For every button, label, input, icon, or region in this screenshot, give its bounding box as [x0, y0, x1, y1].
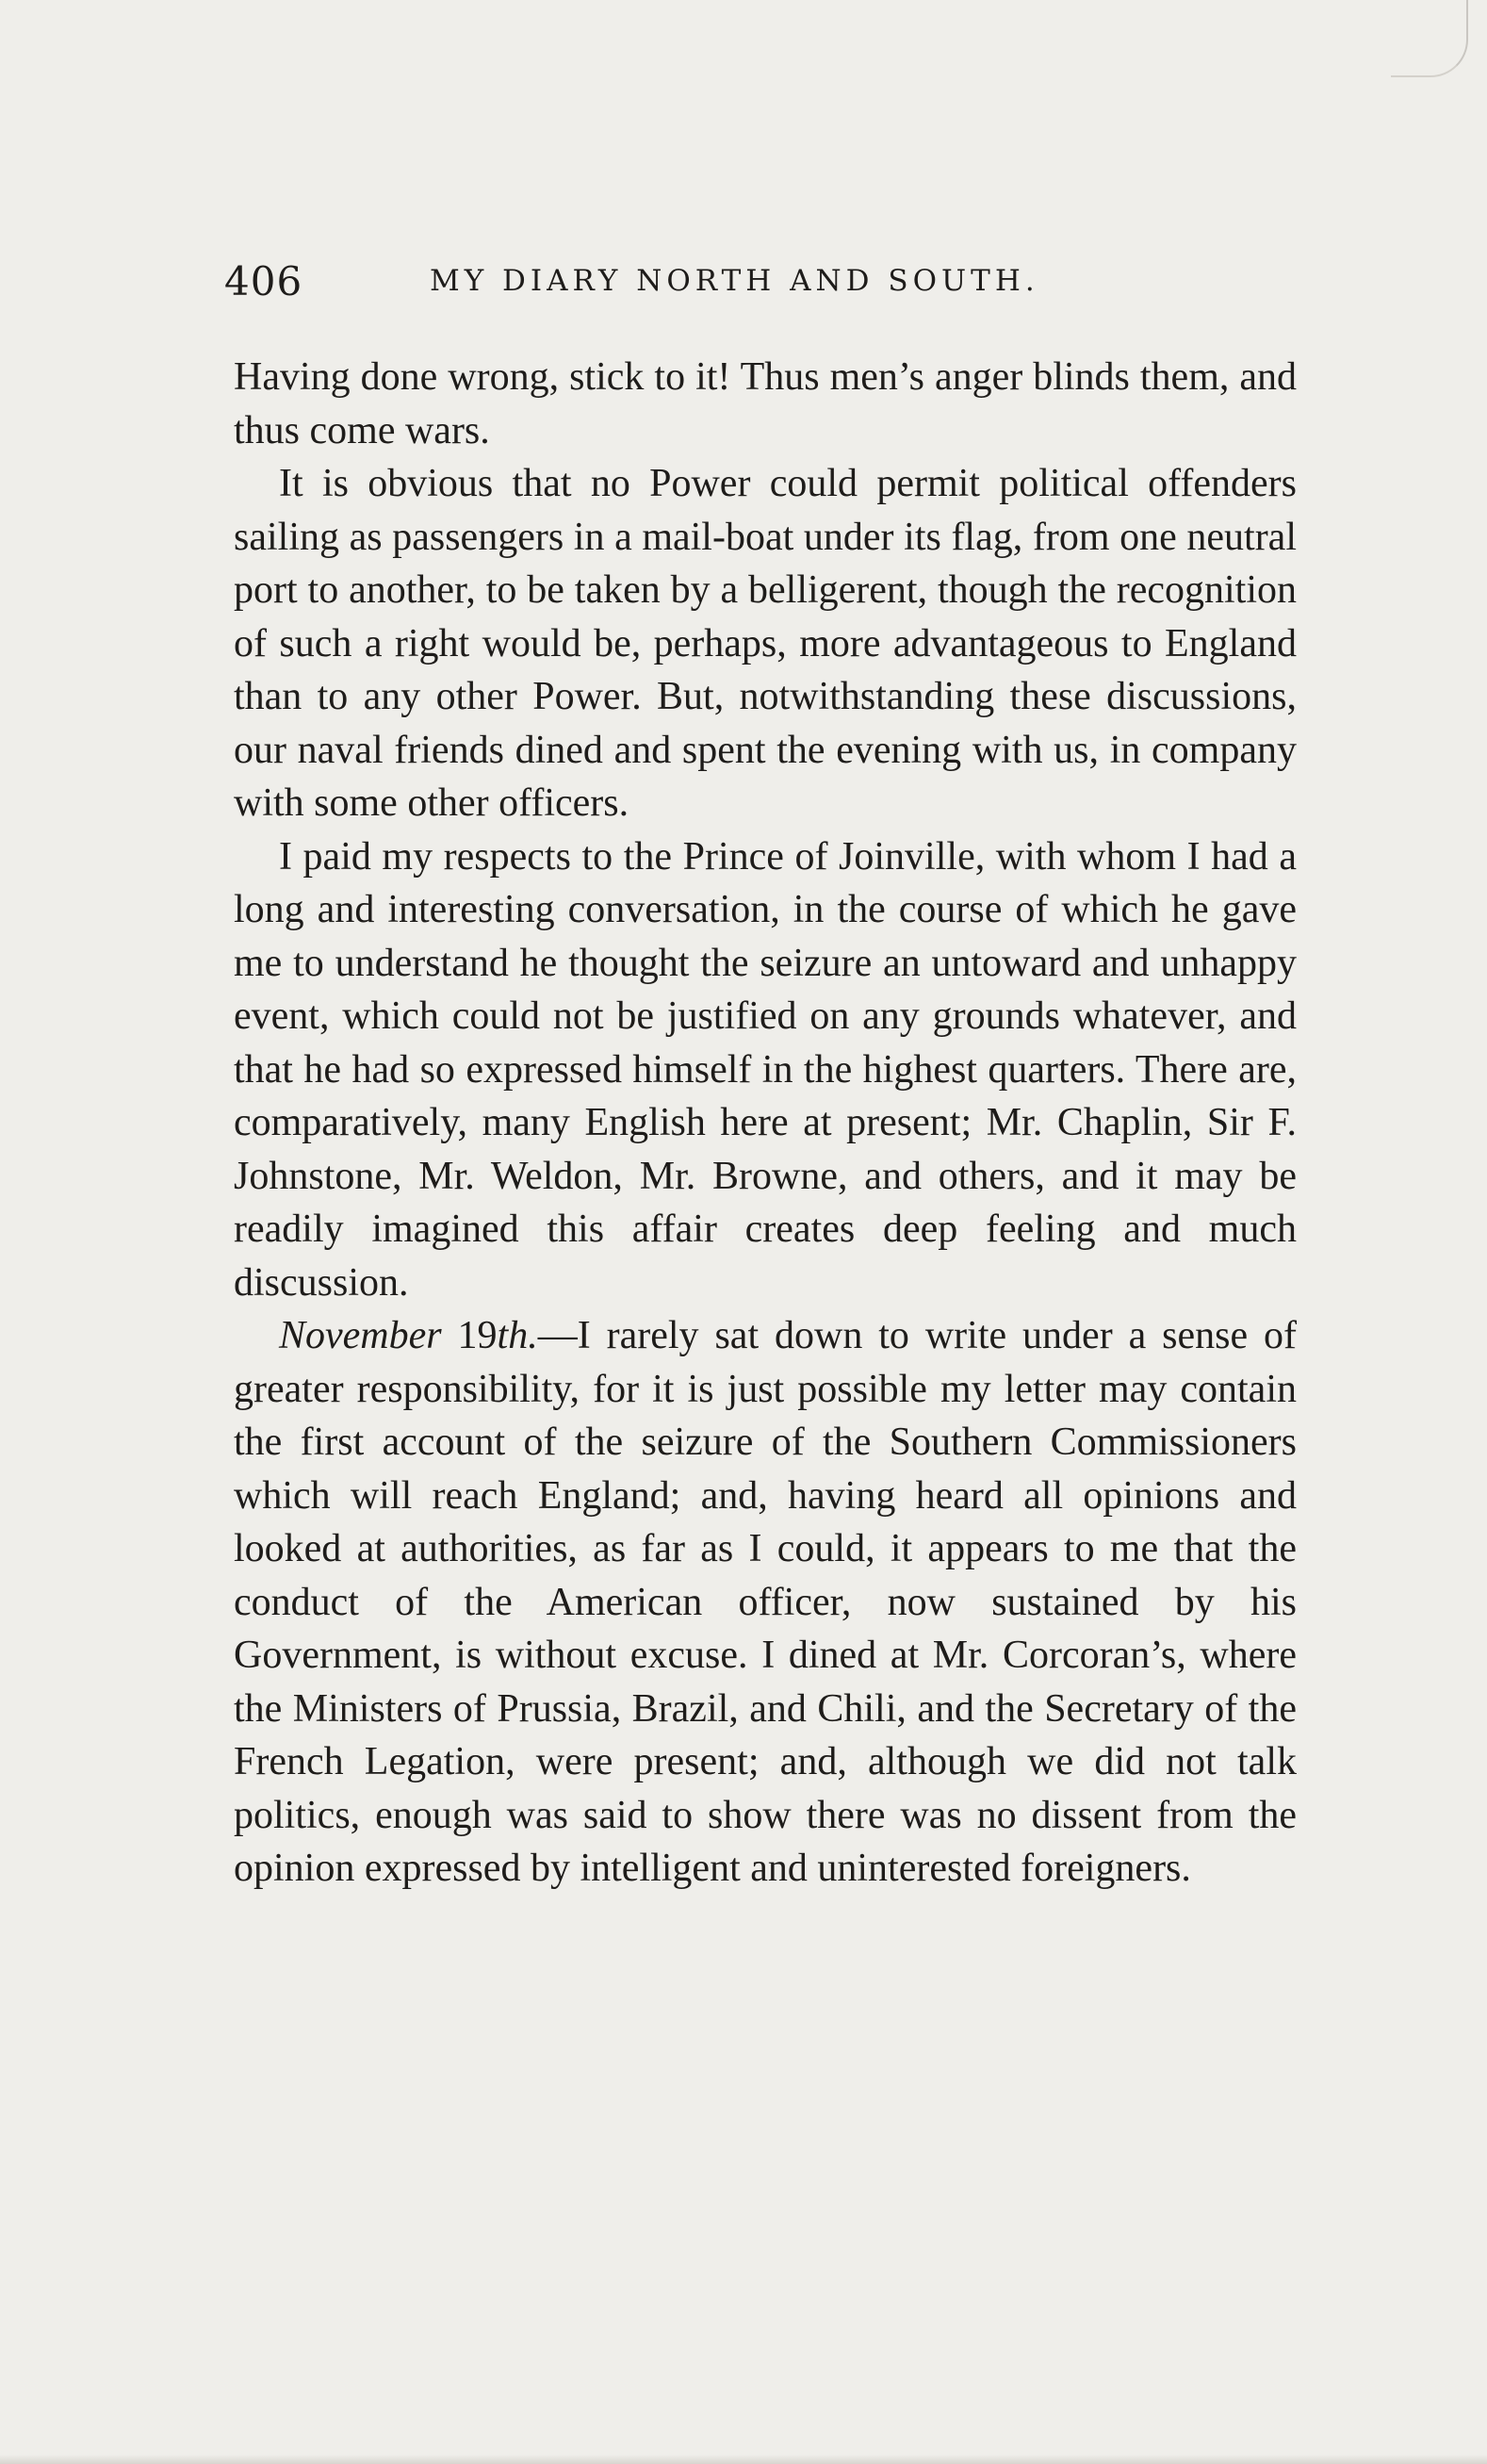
diary-date-day: 19th.: [457, 1314, 538, 1357]
page-corner-mark: [1391, 0, 1468, 77]
diary-date-month: November: [279, 1314, 442, 1357]
paragraph-4: [234, 1309, 1297, 1896]
body-text: [234, 351, 1297, 1896]
paragraph-4-text: —I rarely sat down to write under a sense of greater responsibility, for it is just possible my letter may contain the first account of the seizure of the Southern Commissioners which will reach England; and, having heard all opinions and looked at authorities, as far as I could, it appears to me that the conduct of the American officer, now sustained by his Government, is without excuse. I dined at Mr. Corcoran’s, where the Ministers of Prussia, Brazil, and Chili, and the Secretary of the French Legation, were present; and, although we did not talk politics, enough was said to show there was no dissent from the opinion expressed by intelligent and uninterested foreigners.: [234, 1314, 1298, 1890]
paragraph-1: Having done wrong, stick to it! Thus men’s anger blinds them, and thus come wars.: [234, 355, 1297, 452]
running-head: MY DIARY NORTH AND SOUTH.: [430, 264, 1039, 298]
page-number: 406: [224, 258, 303, 304]
page-header: [224, 247, 1299, 313]
paragraph-3: I paid my respects to the Prince of Joinville, with whom I had a long and interesting conversation, in the course of which he gave me to understand he thought the seizure an untoward and unhappy event, which could not be justified on any grounds whatever, and that he had so expressed himself in the highest quarters. There are, comparatively, many English here at present; Mr. Chaplin, Sir F. Johnstone, Mr. Weldon, Mr. Browne, and others, and it may be readily imagined this affair creates deep feeling and much discussion.: [234, 834, 1297, 1305]
paragraph-2: It is obvious that no Power could permit political offenders sailing as passengers in a mail-boat under its flag, from one neutral port to another, to be taken by a belligerent, though the recognition of such a right would be, perhaps, more advantageous to England than to any other Power. But, notwithstanding these discussions, our naval friends dined and spent the evening with us, in company with some other officers.: [234, 462, 1297, 825]
page-bottom-edge: [0, 2455, 1487, 2464]
